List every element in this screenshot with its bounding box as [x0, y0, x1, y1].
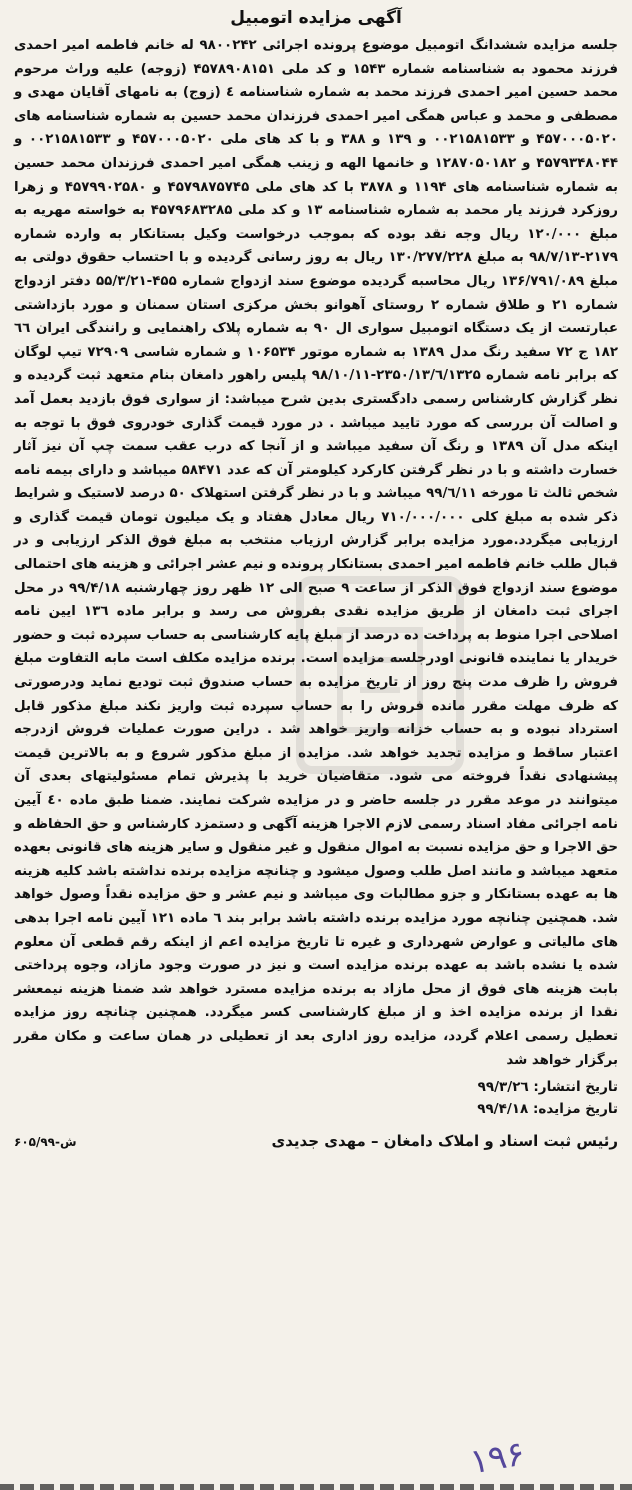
- dates-block: [14, 1076, 618, 1120]
- footer: [14, 1132, 618, 1150]
- auction-date: تاریخ مزایده: ۹۹/۴/۱۸: [477, 1101, 618, 1118]
- notice-body: جلسه مزایده ششدانگ اتومبیل موضوع پرونده اجرائی ۹۸۰۰۲۴۲ له خانم فاطمه امیر احمدی فرزند محمود به شناسنامه شماره ۱۵۴۳ و کد ملی ۴۵۷۸۹۰۸۱۵۱ (زوجه) علیه وراث مرحوم محمد حسین امیر احمدی فرزند محمد به شماره شناسنامه ٤ (زوج) به نامهای آقایان مهدی و مصطفی و محمد و عباس همگی امیر احمدی فرزندان محمد حسین به شماره شناسنامه های ۴۵۷۰۰۰۵۰۲۰ و ۰۰۲۱۵۸۱۵۳۳ و ۱۳۹ و ۳۸۸ و با کد های ملی ۴۵۷۰۰۰۵۰۲۰ و ۰۰۲۱۵۸۱۵۳۳ و ۴۵۷۹۳۴۸۰۴۴ و ۱۲۸۷۰۵۰۱۸۲ و خانمها الهه و زینب همگی امیر احمدی فرزندان محمد حسین به شماره شناسنامه های ۱۱۹۴ و ۳۸۷۸ با کد های ملی ۴۵۷۹۸۷۵۷۴۵ و ۴۵۷۹۹۰۲۵۸۰ و زهرا روزکرد فرزند یار محمد به شماره شناسنامه ۱۳ و کد ملی ۴۵۷۹۶۸۳۲۸۵ به خواسته مهریه به مبلغ ۱۲۰/۰۰۰ ریال وجه نقد بوده که بموجب درخواست وکیل بستانکار به وارده شماره ۲۱۷۹-۹۸/۷/۱۳ به مبلغ ۱۳۰/۲۷۷/۲۲۸ ریال به روز رسانی گردیده و با احتساب حقوق دولتی به مبلغ ۱۳۶/۷۹۱/۰۸۹ ریال محاسبه گردیده موضوع سند ازدواج شماره ۴۵۵-۵۵/۳/۲۱ دفتر ازدواج شماره ۲۱ و طلاق شماره ۲ روستای آهوانو بخش مرکزی استان سمنان و مورد بازداشتی عبارتست از یک دستگاه اتومبیل سواری ال ۹۰ به شماره پلاک راهنمایی و رانندگی ایران ٦٦ ۱۸۲ ج ۷۲ سفید رنگ مدل ۱۳۸۹ به شماره موتور ۱۰۶۵۳۴ و شماره شاسی ۷۲۹۰۹ تیپ لوگان که برابر نامه شماره ۲۳۵۰/۱۳/٦/۱۳۲۵-۹۸/۱۰/۱۱ پلیس راهور دامغان بنام متعهد ثبت گردیده و نظر گزارش کارشناس رسمی دادگستری بدین شرح میباشد: از سواری فوق بازدید بعمل آمد و اصالت آن بررسی که مورد تایید میباشد . در مورد قیمت گذاری خودروی فوق با توجه به اینکه مدل آن ۱۳۸۹ و رنگ آن سفید میباشد و از آنجا که درب عقب سمت چپ آن نیز آثار خسارت داشته و با در نظر گرفتن کارکرد کیلومتر آن که عدد ۵۸۴۷۱ میباشد و دارای بیمه نامه شخص ثالث تا مورخه ۹۹/٦/۱۱ میباشد و با در نظر گرفتن استهلاک ۵۰ درصد لاستیک و شرایط ذکر شده به مبلغ کلی ۷۱۰/۰۰۰/۰۰۰ ریال معادل هفتاد و یک میلیون تومان قیمت گذاری و ارزیابی میگردد.مورد مزایده برابر گزارش ارزیاب منتخب به مبلغ فوق الذکر ارزیابی و در قبال طلب خانم فاطمه امیر احمدی بستانکار پرونده و نیم عشر اجرائی و هزینه های احتمالی موضوع سند ازدواج فوق الذکر از ساعت ۹ صبح الی ۱۲ ظهر روز چهارشنبه ۹۹/۴/۱۸ در محل اجرای ثبت دامغان از طریق مزایده نقدی بفروش می رسد و برابر ماده ۱۳٦ ایین نامه اصلاحی اجرا منوط به پرداخت ده درصد از مبلغ پایه کارشناسی به حساب سپرده ثبت و حضور خریدار یا نماینده قانونی اودرجلسه مزایده است. برنده مزایده مکلف است مابه التفاوت مبلغ فروش را ظرف مدت پنج روز از تاریخ مزایده به حساب صندوق ثبت تودیع نماید ودرصورتی که ظرف مهلت مقرر مانده فروش را به حساب سپرده ثبت واریز نکند مبلغ مذکور قابل استرداد نبوده و به حساب خزانه واریز خواهد شد . دراین صورت عملیات فروش ازدرجه اعتبار ساقط و مزایده تجدید خواهد شد. مزایده از مبلغ مذکور شروع و به بالاترین قیمت پیشنهادی نقداً فروخته می شود. متقاضیان خرید با پذیرش تمام مسئولیتهای بعدی آن میتوانند در موعد مقرر در جلسه حاضر و در مزایده شرکت نمایند. ضمنا طبق ماده ٤۰ آیین نامه اجرائی مفاد اسناد رسمی لازم الاجرا هزینه آگهی و دستمزد کارشناس و حق الحفاظه و حق الاجرا و حق مزایده نسبت به اموال منقول و غیر منقول و سایر هزینه های قانونی بعهده متعهد میباشد و مانند اصل طلب وصول میشود و چنانچه مزایده برنده نداشته باشد کلیه هزینه ها به عهده بستانکار و جزو مطالبات وی میباشد و نیم عشر و حق مزایده نقداً وصول خواهد شد. همچنین چنانچه مورد مزایده برنده داشته باشد برابر بند ٦ ماده ۱۲۱ آیین نامه اجرا بدهی های مالیاتی و عوارض شهرداری و غیره تا تاریخ مزایده اعم از اینکه رقم قطعی آن معلوم شده یا نشده باشد به عهده برنده مزایده است و نیز در صورت وجود مازاد، وجوه پرداختی بابت هزینه های فوق از محل مازاد به برنده مزایده مسترد خواهد شد ضمنا هزینه نیمعشر نقدا از برنده مزایده اخذ و از مبلغ کارشناسی کسر میگردد. همچنین چنانچه روز مزایده تعطیل رسمی اعلام گردد، مزایده روز اداری بعد از تعطیلی در همان ساعت و مکان مقرر برگزار خواهد شد: [14, 38, 619, 1068]
- notice-title: آگهی مزایده اتومبیل: [230, 8, 402, 28]
- notice-code: ۶۰۵/۹۹-ش: [14, 1135, 77, 1150]
- watermark-logo: [280, 560, 480, 790]
- handwritten-number: ۱۹۶: [466, 1433, 528, 1483]
- publish-date: تاریخ انتشار: ۹۹/۳/۲٦: [477, 1079, 618, 1096]
- signature: رئیس ثبت اسناد و املاک دامغان – مهدی جدیدی: [271, 1132, 618, 1151]
- cut-text-edge: [0, 1484, 632, 1490]
